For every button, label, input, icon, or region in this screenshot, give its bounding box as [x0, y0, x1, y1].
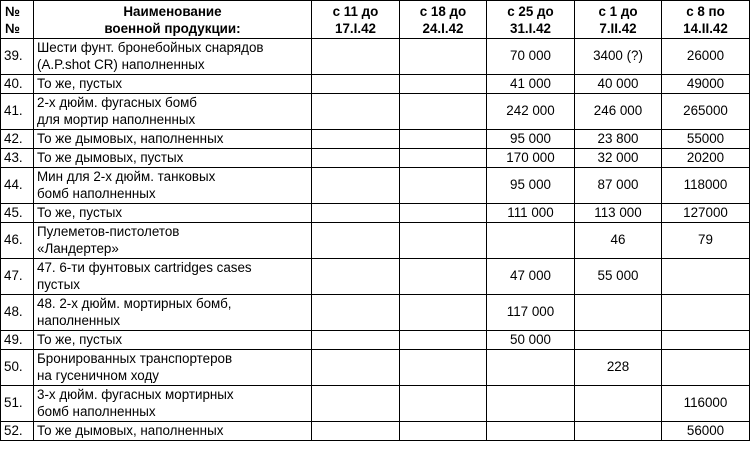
period-5-value: 56000 [662, 422, 750, 441]
period-2-value [400, 149, 487, 168]
product-name [34, 259, 312, 295]
period-5-value: 118000 [662, 168, 750, 204]
product-name [34, 39, 312, 75]
period-5-value: 116000 [662, 386, 750, 422]
period-3-value: 95 000 [487, 130, 575, 149]
product-name [34, 94, 312, 130]
period-2-value [400, 386, 487, 422]
product-name-line: Бронированных транспортеров [37, 351, 233, 366]
row-number: 49. [1, 331, 34, 350]
period-2-value [400, 94, 487, 130]
period-1-value [312, 149, 400, 168]
period-3-value: 170 000 [487, 149, 575, 168]
product-name [34, 223, 312, 259]
period-2-value [400, 168, 487, 204]
period-5-value [662, 259, 750, 295]
period-5-value: 55000 [662, 130, 750, 149]
period-2-value [400, 39, 487, 75]
period-4-value [575, 331, 662, 350]
table-row [1, 94, 750, 130]
period-3-value: 117 000 [487, 295, 575, 331]
product-name-line: 2-х дюйм. фугасных бомб [37, 95, 197, 110]
period-3-value: 111 000 [487, 204, 575, 223]
period-5-value: 20200 [662, 149, 750, 168]
header-period-3: с 25 до 31.I.42 [487, 1, 575, 39]
row-number: 45. [1, 204, 34, 223]
period-3-value [487, 386, 575, 422]
period-4-value: 3400 (?) [575, 39, 662, 75]
period-1-value [312, 386, 400, 422]
product-name [34, 130, 312, 149]
product-name-line: Пулеметов-пистолетов [37, 224, 180, 239]
table-row [1, 422, 750, 441]
period-1-value [312, 94, 400, 130]
period-2-value [400, 422, 487, 441]
product-name-line: (A.P.shot CR) наполненных [37, 56, 205, 72]
period-1-value [312, 75, 400, 94]
period-3-value: 70 000 [487, 39, 575, 75]
table-body [1, 39, 750, 441]
period-3-value: 50 000 [487, 331, 575, 350]
table-row [1, 39, 750, 75]
product-name-line: наполненных [37, 312, 121, 328]
period-2-value [400, 75, 487, 94]
period-4-value [575, 422, 662, 441]
table-row [1, 350, 750, 386]
product-name-line: для мортир наполненных [37, 111, 196, 127]
row-number: 43. [1, 149, 34, 168]
product-name-line: То же, пустых [37, 331, 123, 347]
product-name [34, 204, 312, 223]
table-row [1, 130, 750, 149]
period-1-value [312, 331, 400, 350]
header-period-2: с 18 до 24.I.42 [400, 1, 487, 39]
period-5-value: 26000 [662, 39, 750, 75]
period-1-value [312, 130, 400, 149]
product-name-line: 47. 6-ти фунтовых cartridges cases [37, 260, 252, 275]
row-number: 48. [1, 295, 34, 331]
product-name-line: пустых [37, 276, 80, 292]
header-period-4: с 1 до 7.II.42 [575, 1, 662, 39]
row-number: 44. [1, 168, 34, 204]
period-5-value [662, 331, 750, 350]
period-4-value: 113 000 [575, 204, 662, 223]
row-number: 42. [1, 130, 34, 149]
row-number: 40. [1, 75, 34, 94]
period-1-value [312, 39, 400, 75]
period-4-value: 55 000 [575, 259, 662, 295]
row-number: 47. [1, 259, 34, 295]
period-3-value: 41 000 [487, 75, 575, 94]
table-header [1, 1, 750, 39]
period-4-value: 40 000 [575, 75, 662, 94]
table-row [1, 386, 750, 422]
period-5-value: 79 [662, 223, 750, 259]
period-2-value [400, 331, 487, 350]
header-product-name: Наименование военной продукции: [34, 1, 312, 39]
period-5-value: 49000 [662, 75, 750, 94]
period-2-value [400, 295, 487, 331]
period-1-value [312, 350, 400, 386]
product-name [34, 422, 312, 441]
row-number: 51. [1, 386, 34, 422]
table-row [1, 259, 750, 295]
period-3-value [487, 223, 575, 259]
product-name-line: То же дымовых, наполненных [37, 422, 224, 438]
period-2-value [400, 130, 487, 149]
table-row [1, 168, 750, 204]
period-4-value: 87 000 [575, 168, 662, 204]
row-number: 50. [1, 350, 34, 386]
header-period-5: с 8 по 14.II.42 [662, 1, 750, 39]
product-name [34, 350, 312, 386]
period-1-value [312, 422, 400, 441]
product-name-line: То же, пустых [37, 204, 123, 220]
product-name-line: То же, пустых [37, 75, 123, 91]
product-name-line: Мин для 2-х дюйм. танковых [37, 169, 216, 184]
product-name-line: 48. 2-х дюйм. мортирных бомб, [37, 296, 232, 311]
product-name [34, 331, 312, 350]
period-5-value [662, 350, 750, 386]
table-row [1, 295, 750, 331]
product-name-line: бомб наполненных [37, 403, 156, 419]
period-4-value: 46 [575, 223, 662, 259]
product-name [34, 75, 312, 94]
product-name [34, 295, 312, 331]
period-2-value [400, 223, 487, 259]
product-name-line: на гусеничном ходу [37, 367, 159, 383]
period-3-value [487, 350, 575, 386]
table-row [1, 331, 750, 350]
period-4-value [575, 295, 662, 331]
table-row [1, 75, 750, 94]
product-name [34, 149, 312, 168]
period-3-value: 242 000 [487, 94, 575, 130]
product-name-line: 3-х дюйм. фугасных мортирных [37, 387, 234, 402]
product-name [34, 168, 312, 204]
period-1-value [312, 168, 400, 204]
period-3-value: 47 000 [487, 259, 575, 295]
period-4-value: 32 000 [575, 149, 662, 168]
period-2-value [400, 204, 487, 223]
product-name [34, 386, 312, 422]
product-name-line: То же дымовых, пустых [37, 149, 184, 165]
period-1-value [312, 204, 400, 223]
period-3-value [487, 422, 575, 441]
header-number: № № [1, 1, 34, 39]
period-4-value: 246 000 [575, 94, 662, 130]
period-4-value [575, 386, 662, 422]
product-name-line: «Ландертер» [37, 240, 119, 256]
period-1-value [312, 223, 400, 259]
row-number: 46. [1, 223, 34, 259]
period-2-value [400, 350, 487, 386]
period-1-value [312, 259, 400, 295]
table-row [1, 204, 750, 223]
period-4-value: 23 800 [575, 130, 662, 149]
header-period-1: с 11 до 17.I.42 [312, 1, 400, 39]
product-name-line: То же дымовых, наполненных [37, 130, 224, 146]
period-5-value: 127000 [662, 204, 750, 223]
period-2-value [400, 259, 487, 295]
period-4-value: 228 [575, 350, 662, 386]
row-number: 41. [1, 94, 34, 130]
product-name-line: Шести фунт. бронебойных снарядов [37, 40, 264, 55]
row-number: 39. [1, 39, 34, 75]
row-number: 52. [1, 422, 34, 441]
period-5-value [662, 295, 750, 331]
period-5-value: 265000 [662, 94, 750, 130]
table-row [1, 149, 750, 168]
period-3-value: 95 000 [487, 168, 575, 204]
period-1-value [312, 295, 400, 331]
table-row [1, 223, 750, 259]
product-name-line: бомб наполненных [37, 185, 156, 201]
